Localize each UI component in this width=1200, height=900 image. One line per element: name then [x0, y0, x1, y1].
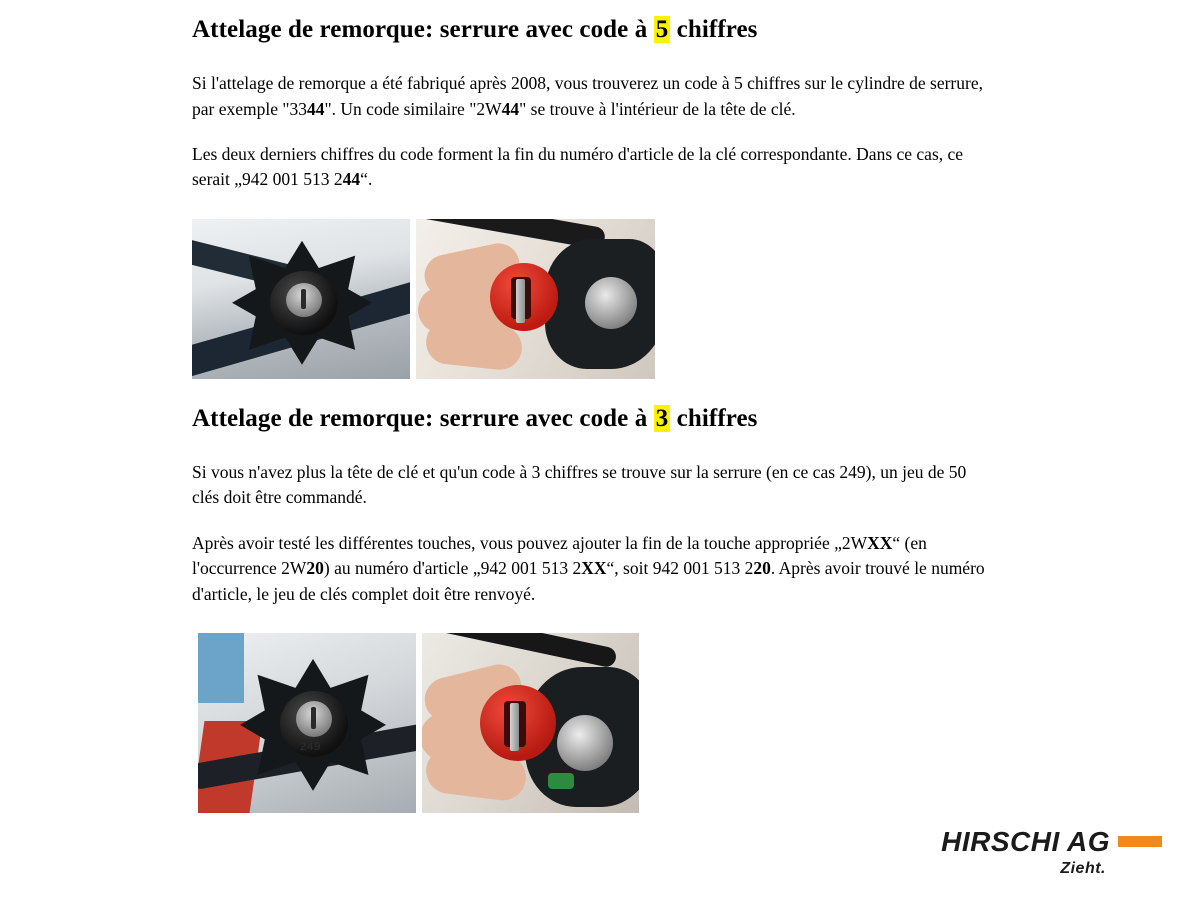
lock-cap-photo [192, 219, 410, 379]
section-2-title-before: Attelage de remorque: serrure avec code à [192, 404, 654, 432]
logo-name: HIRSCHI AG [941, 826, 1110, 857]
company-logo [941, 826, 1162, 878]
section-2-title-after: chiffres [670, 404, 758, 432]
section-1-title-after: chiffres [670, 16, 758, 43]
red-key-head-lock-photo [422, 633, 639, 813]
red-key-head-photo [416, 219, 655, 379]
section-1-title [192, 14, 992, 45]
section-2-paragraph-2: Après avoir testé les différentes touches, vous pouvez ajouter la fin de la touche appropriée „2WXX“ (en l'occurrence 2W20) au numéro d'article „942 001 513 2XX“, soit 942 001 513 220. Après avoir trouvé le numéro d'article, le jeu de clés complet doit être renvoyé. [192, 532, 985, 604]
section-2-image-row [198, 633, 992, 813]
section-1-title-before: Attelage de remorque: serrure avec code à [192, 16, 654, 43]
document-content [192, 14, 992, 813]
lock-cap-249-photo [198, 633, 416, 813]
section-2-paragraph-1: Si vous n'avez plus la tête de clé et qu'un code à 3 chiffres se trouve sur la serrure (en ce cas 249), un jeu de 50 clés doit être commandé. [192, 462, 967, 508]
section-1-paragraph-1: Si l'attelage de remorque a été fabriqué après 2008, vous trouverez un code à 5 chiffres sur le cylindre de serrure, par exemple "3344". Un code similaire "2W44" se trouve à l'intérieur de la tête de clé. [192, 73, 983, 119]
logo-tagline: Zieht. [1060, 860, 1106, 877]
section-2-title [192, 403, 992, 434]
section-2-title-highlight: 3 [655, 404, 669, 432]
section-1-image-row [192, 219, 992, 379]
logo-accent-bar [1118, 836, 1162, 847]
lock-code-label: 249 [300, 740, 322, 753]
section-1-title-highlight: 5 [655, 16, 669, 43]
section-1-paragraph-2: Les deux derniers chiffres du code forment la fin du numéro d'article de la clé correspondante. Dans ce cas, ce serait „942 001 513 244“. [192, 144, 964, 190]
